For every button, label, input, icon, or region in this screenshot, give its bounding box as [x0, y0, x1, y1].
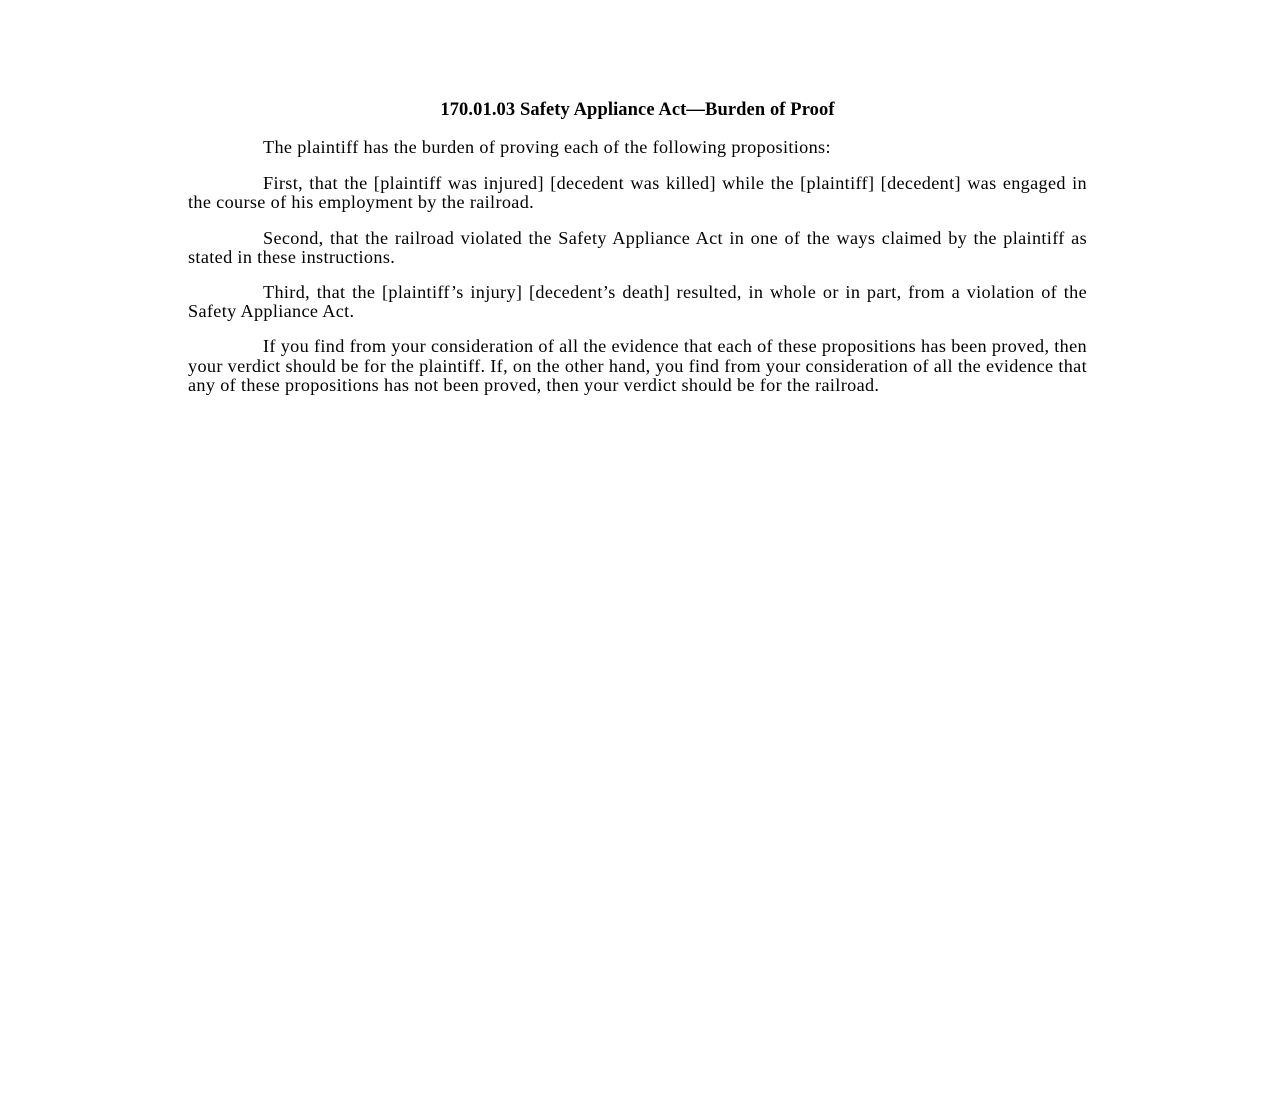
document-title: 170.01.03 Safety Appliance Act—Burden of Proof: [440, 100, 835, 120]
document-page: [188, 98, 1087, 411]
paragraph-first-proposition: First, that the [plaintiff was injured] [decedent was killed] while the [plaintiff] [decedent] was engaged in the course of his employment by the railroad.: [188, 173, 1087, 213]
paragraph-second-proposition: Second, that the railroad violated the Safety Appliance Act in one of the ways claimed by the plaintiff as stated in these instructions.: [188, 227, 1087, 267]
paragraph-burden-intro: The plaintiff has the burden of proving each of the following propositions:: [263, 137, 831, 157]
paragraph-third-proposition: Third, that the [plaintiff’s injury] [decedent’s death] resulted, in whole or in part, from a violation of the Safety Appliance Act.: [188, 282, 1087, 322]
paragraph-verdict-instruction: If you find from your consideration of all the evidence that each of these propositions has been proved, then your verdict should be for the plaintiff. If, on the other hand, you find from your consideration of all the evidence that any of these propositions has not been proved, then your verdict should be for the railroad.: [188, 336, 1087, 395]
